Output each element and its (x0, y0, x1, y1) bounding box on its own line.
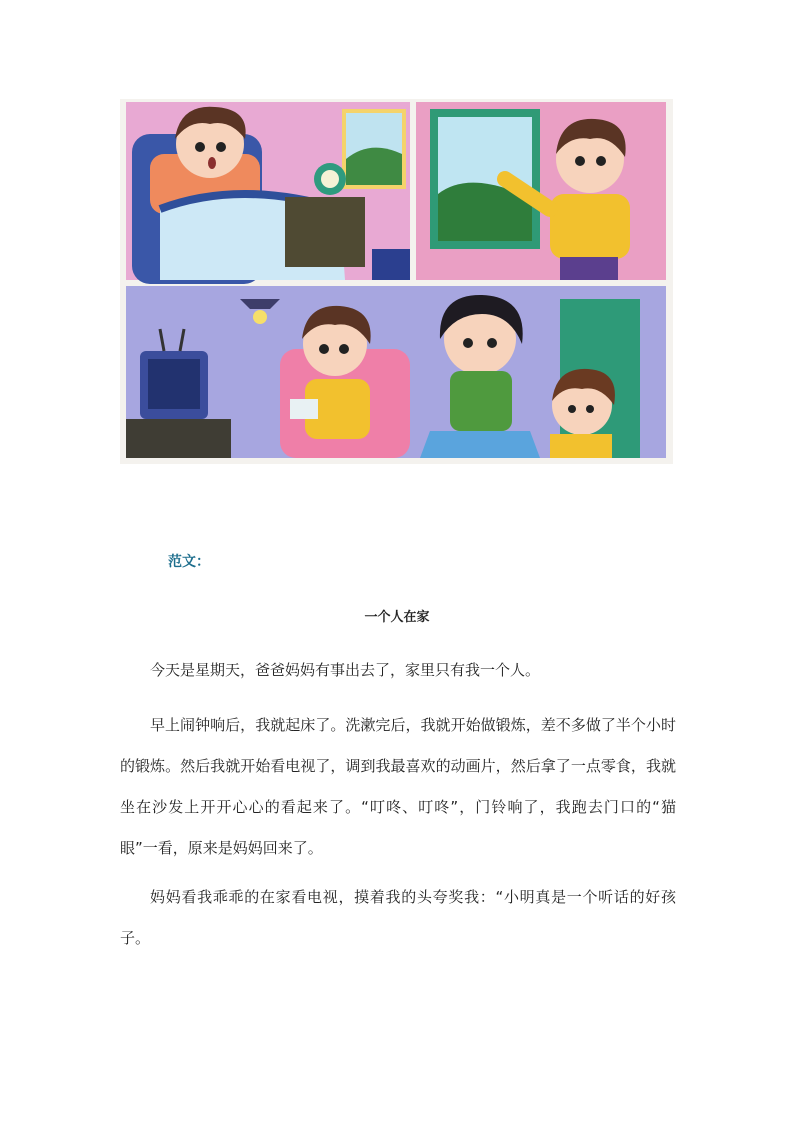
panel-exercise (416, 102, 666, 280)
essay-paragraph: 今天是星期天，爸爸妈妈有事出去了，家里只有我一个人。 (150, 661, 541, 679)
illustration-svg (120, 99, 673, 464)
yellow-shirt (550, 194, 630, 259)
story-illustration (120, 99, 673, 464)
essay-title: 一个人在家 (364, 610, 430, 625)
panel-wake-up (126, 102, 410, 284)
panel-mom-returns (126, 286, 666, 458)
snack-box (290, 399, 318, 419)
essay-paragraph: 早上闹钟响后，我就起床了。洗漱完后，我就开始做锻炼，差不多做了半个小时的锻炼。然后我就开始看电视了，调到我最喜欢的动画片，然后拿了一点零食，我就坐在沙发上开开心心的看起来了。“叮咚、叮咚”，门铃响了，我跑去门口的“猫眼”一看，原来是妈妈回来了。 (120, 716, 676, 857)
sample-essay-label: 范文： (168, 554, 210, 570)
essay-paragraph: 妈妈看我乖乖的在家看电视，摸着我的头夸奖我：“小明真是一个听话的好孩子。 (120, 888, 676, 947)
